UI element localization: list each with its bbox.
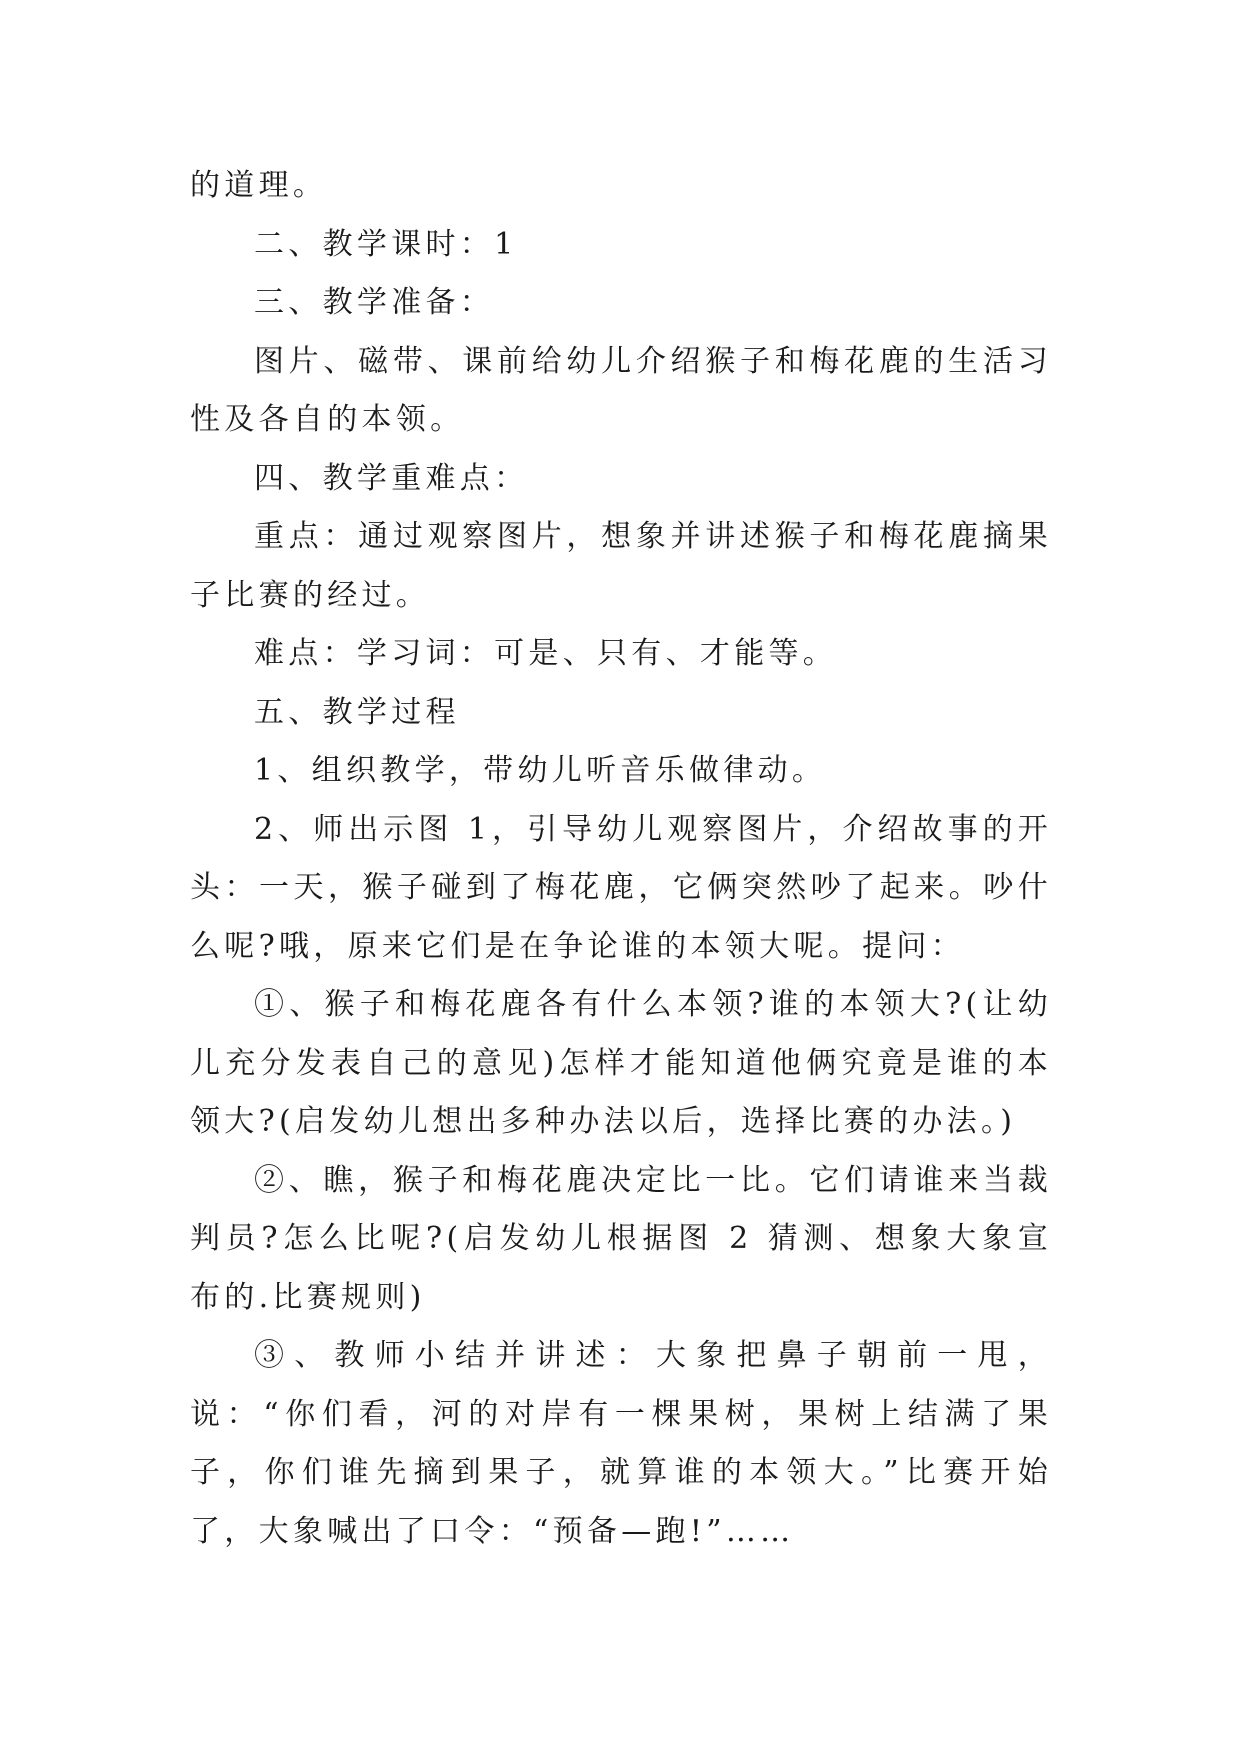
paragraph: 三、教学准备： xyxy=(254,285,495,320)
paragraph: 的道理。 xyxy=(190,168,328,203)
paragraph: 难点：学习词：可是、只有、才能等。 xyxy=(254,636,838,671)
paragraph: 重点：通过观察图片，想象并讲述猴子和梅花鹿摘果子比赛的经过。 xyxy=(190,519,1052,613)
paragraph: ③、教师小结并讲述：大象把鼻子朝前一甩，说：“你们看，河的对岸有一棵果树，果树上结满了果子，你们谁先摘到果子，就算谁的本领大。”比赛开始了，大象喊出了口令：“预备—跑!”…… xyxy=(190,1338,1052,1549)
paragraph: 2、师出示图 1，引导幼儿观察图片，介绍故事的开头：一天，猴子碰到了梅花鹿，它俩突然吵了起来。吵什么呢?哦，原来它们是在争论谁的本领大呢。提问： xyxy=(190,811,1052,964)
paragraph: 四、教学重难点： xyxy=(254,460,529,496)
document-body xyxy=(190,157,1052,1561)
paragraph: 二、教学课时：1 xyxy=(254,226,518,262)
paragraph: ①、猴子和梅花鹿各有什么本领?谁的本领大?(让幼儿充分发表自己的意见)怎样才能知道他俩究竟是谁的本领大?(启发幼儿想出多种办法以后，选择比赛的办法。) xyxy=(190,987,1052,1139)
paragraph: ②、瞧，猴子和梅花鹿决定比一比。它们请谁来当裁判员?怎么比呢?(启发幼儿根据图 2 猜测、想象大象宣布的.比赛规则) xyxy=(190,1162,1052,1315)
paragraph: 五、教学过程 xyxy=(254,694,460,730)
paragraph: 1、组织教学，带幼儿听音乐做律动。 xyxy=(254,753,827,788)
paragraph: 图片、磁带、课前给幼儿介绍猴子和梅花鹿的生活习性及各自的本领。 xyxy=(190,343,1052,437)
